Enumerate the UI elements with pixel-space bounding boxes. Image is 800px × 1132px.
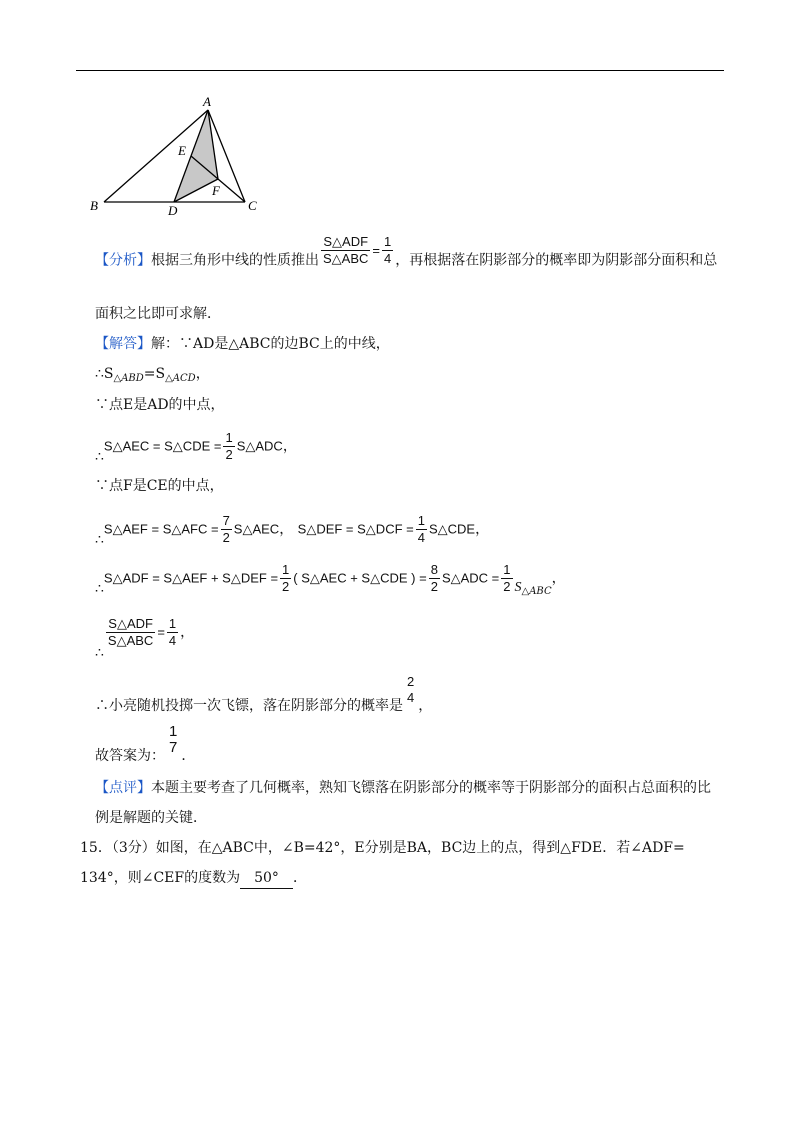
solution-line-6: ∴S△AEF = S△AFC = $\frac{7}{2}$ S△AEC， S△DEF = S△DCF = $\frac{1}{4}$ S△CDE， (95, 513, 490, 548)
question-15-line-2: 134°，则∠CEF的度数为 50° ． (80, 868, 307, 889)
analysis-line-2: 面积之比即可求解． (95, 306, 221, 322)
label-a: A (203, 94, 211, 109)
answer-blank: 50° (240, 868, 293, 889)
solution-line-10: 故答案为： 1 7 ． (95, 723, 196, 764)
header-rule (76, 70, 724, 71)
label-f: F (212, 183, 220, 198)
triangle-figure (88, 92, 268, 222)
solution-line-7: ∴S△ADF = S△AEF + S△DEF = $\frac{1}{2}$ ( S△AEC + S△CDE ) = $\frac{8}{2}$ S△ADC = $\frac{1}{2}$ $S_{\triangle ABC}$， (95, 562, 566, 597)
solution-line-4: ∴S△AEC = S△CDE = $\frac{1}{2}$ S△ADC， (95, 430, 297, 465)
solution-line-1: 【解答】解：∵AD是△ABC的边BC上的中线， (95, 336, 390, 352)
label-b: B (90, 198, 98, 213)
solution-line-9: ∴小亮随机投掷一次飞镖，落在阴影部分的概率是 2 4 ， (95, 674, 433, 714)
solution-line-8: ∴ $\frac{\text{S△ADF}}{\text{S△ABC}}$ = $\frac{1}{4}$ ， (95, 616, 195, 661)
comment-tag: 【点评】 (95, 780, 151, 796)
analysis-fraction: $\frac{\text{S△ADF}}{\text{S△ABC}}$ (323, 234, 369, 266)
solution-line-2: $\therefore S_{\triangle ABD}=S_{\triangle ACD}$， (95, 366, 210, 384)
comment-line-1: 【点评】本题主要考查了几何概率，熟知飞镖落在阴影部分的概率等于阴影部分的面积占总面积的比 (95, 780, 711, 796)
label-e: E (178, 143, 186, 158)
label-c: C (248, 198, 257, 213)
analysis-line-1: 【分析】根据三角形中线的性质推出 $\frac{\text{S△ADF}}{\text{S△ABC}}$ = $\frac{1}{4}$ ，再根据落在阴影部分的概率即为阴影部分面积和总 (95, 234, 718, 269)
label-d: D (168, 203, 178, 218)
solution-line-3: ∵点E是AD的中点， (95, 397, 225, 413)
question-15-line-1: 15．（3分）如图，在△ABC中，∠B=42°，E分别是BA，BC边上的点，得到△FDE．若∠ADF= (80, 840, 685, 856)
analysis-tag: 【分析】 (95, 252, 151, 269)
solution-line-5: ∵点F是CE的中点， (95, 478, 224, 494)
solution-tag: 【解答】 (95, 336, 151, 352)
comment-line-2: 例是解题的关键． (95, 810, 207, 826)
